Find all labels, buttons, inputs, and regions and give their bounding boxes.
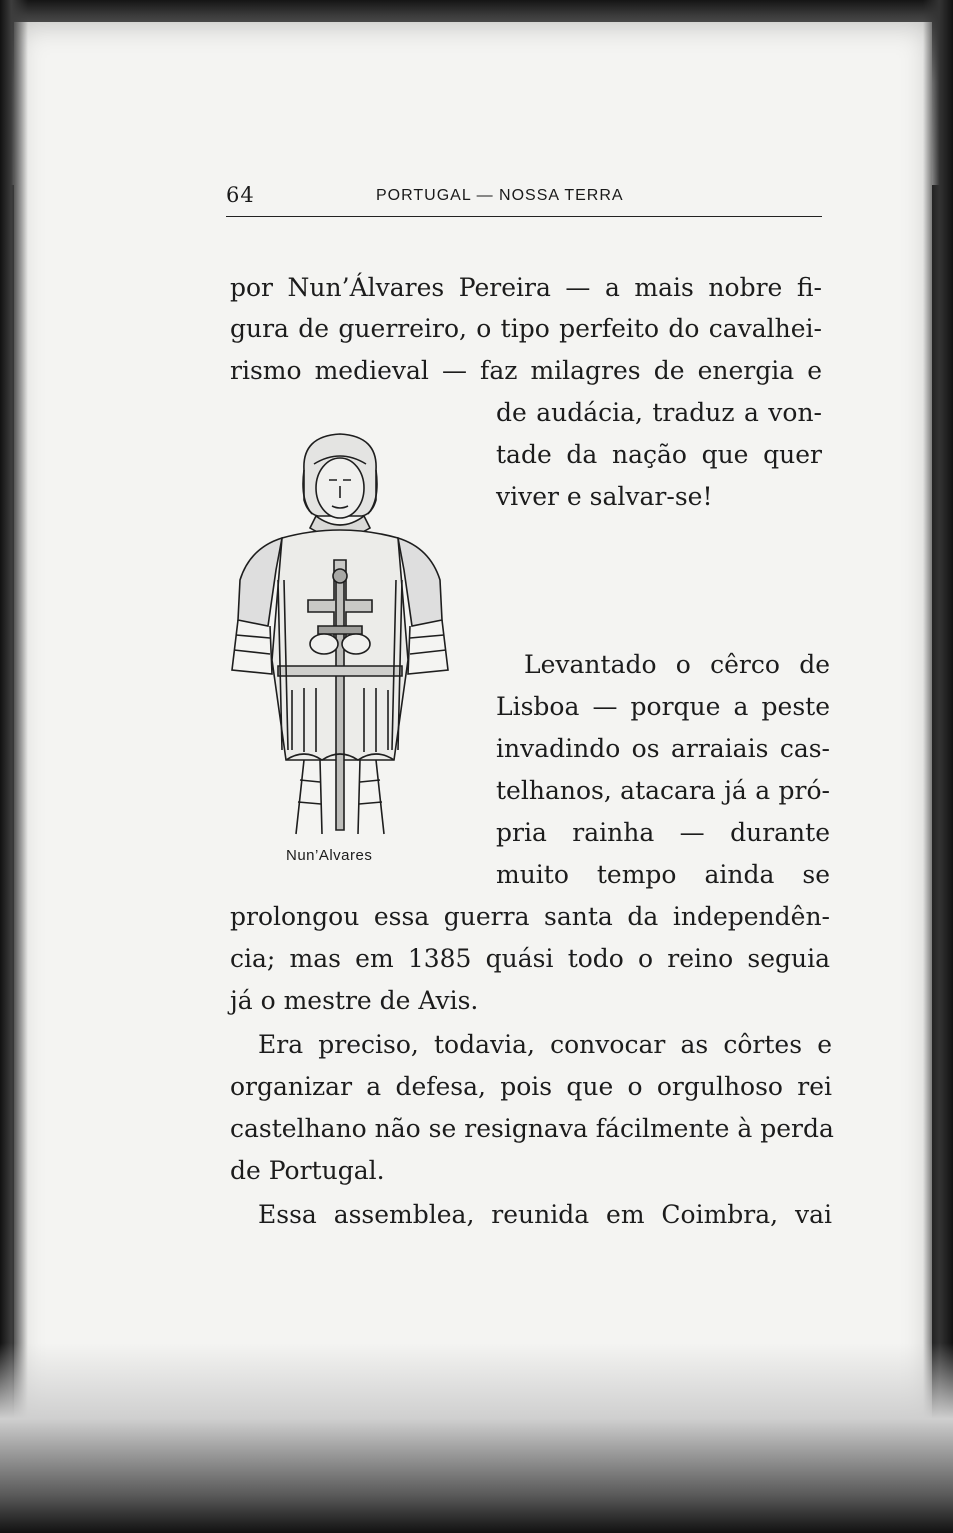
text-line: de Portugal. [230, 1156, 385, 1185]
text-line: já o mestre de Avis. [230, 986, 479, 1015]
text-line: Era preciso, todavia, convocar as côrtes e [258, 1030, 832, 1059]
illustration-caption: Nun’Alvares [286, 847, 373, 864]
page-header [226, 183, 822, 213]
page-number: 64 [226, 183, 255, 207]
scan-right-edge [923, 0, 953, 1533]
text-line: telhanos, atacara já a pró- [496, 776, 830, 805]
text-line: Essa assemblea, reunida em Coimbra, vai [258, 1200, 832, 1229]
text-line: por Nun’Álvares Pereira — a mais nobre fi- [230, 273, 822, 302]
text-line: de audácia, traduz a von- [496, 398, 822, 427]
knight-engraving-icon [212, 430, 470, 840]
text-line: invadindo os arraiais cas- [496, 734, 830, 763]
text-line: cia; mas em 1385 quási todo o reino seguia [230, 944, 830, 973]
text-line: tade da nação que quer [496, 440, 822, 469]
scan-left-edge [0, 0, 28, 1533]
text-line: muito tempo ainda se [496, 860, 830, 889]
text-line: pria rainha — durante [496, 818, 830, 847]
text-line: castelhano não se resignava fácilmente à perda [230, 1114, 834, 1143]
header-rule [226, 216, 822, 217]
text-line: Levantado o cêrco de [524, 650, 830, 679]
text-line: rismo medieval — faz milagres de energia e [230, 356, 822, 385]
text-line: prolongou essa guerra santa da independên- [230, 902, 830, 931]
text-line: organizar a defesa, pois que o orgulhoso rei [230, 1072, 832, 1101]
text-line: viver e salvar-se! [496, 482, 713, 511]
running-title: PORTUGAL — NOSSA TERRA [376, 187, 624, 204]
scan-bottom-shadow [0, 1343, 953, 1533]
text-line: gura de guerreiro, o tipo perfeito do cavalhei- [230, 314, 822, 343]
text-line: Lisboa — porque a peste [496, 692, 830, 721]
